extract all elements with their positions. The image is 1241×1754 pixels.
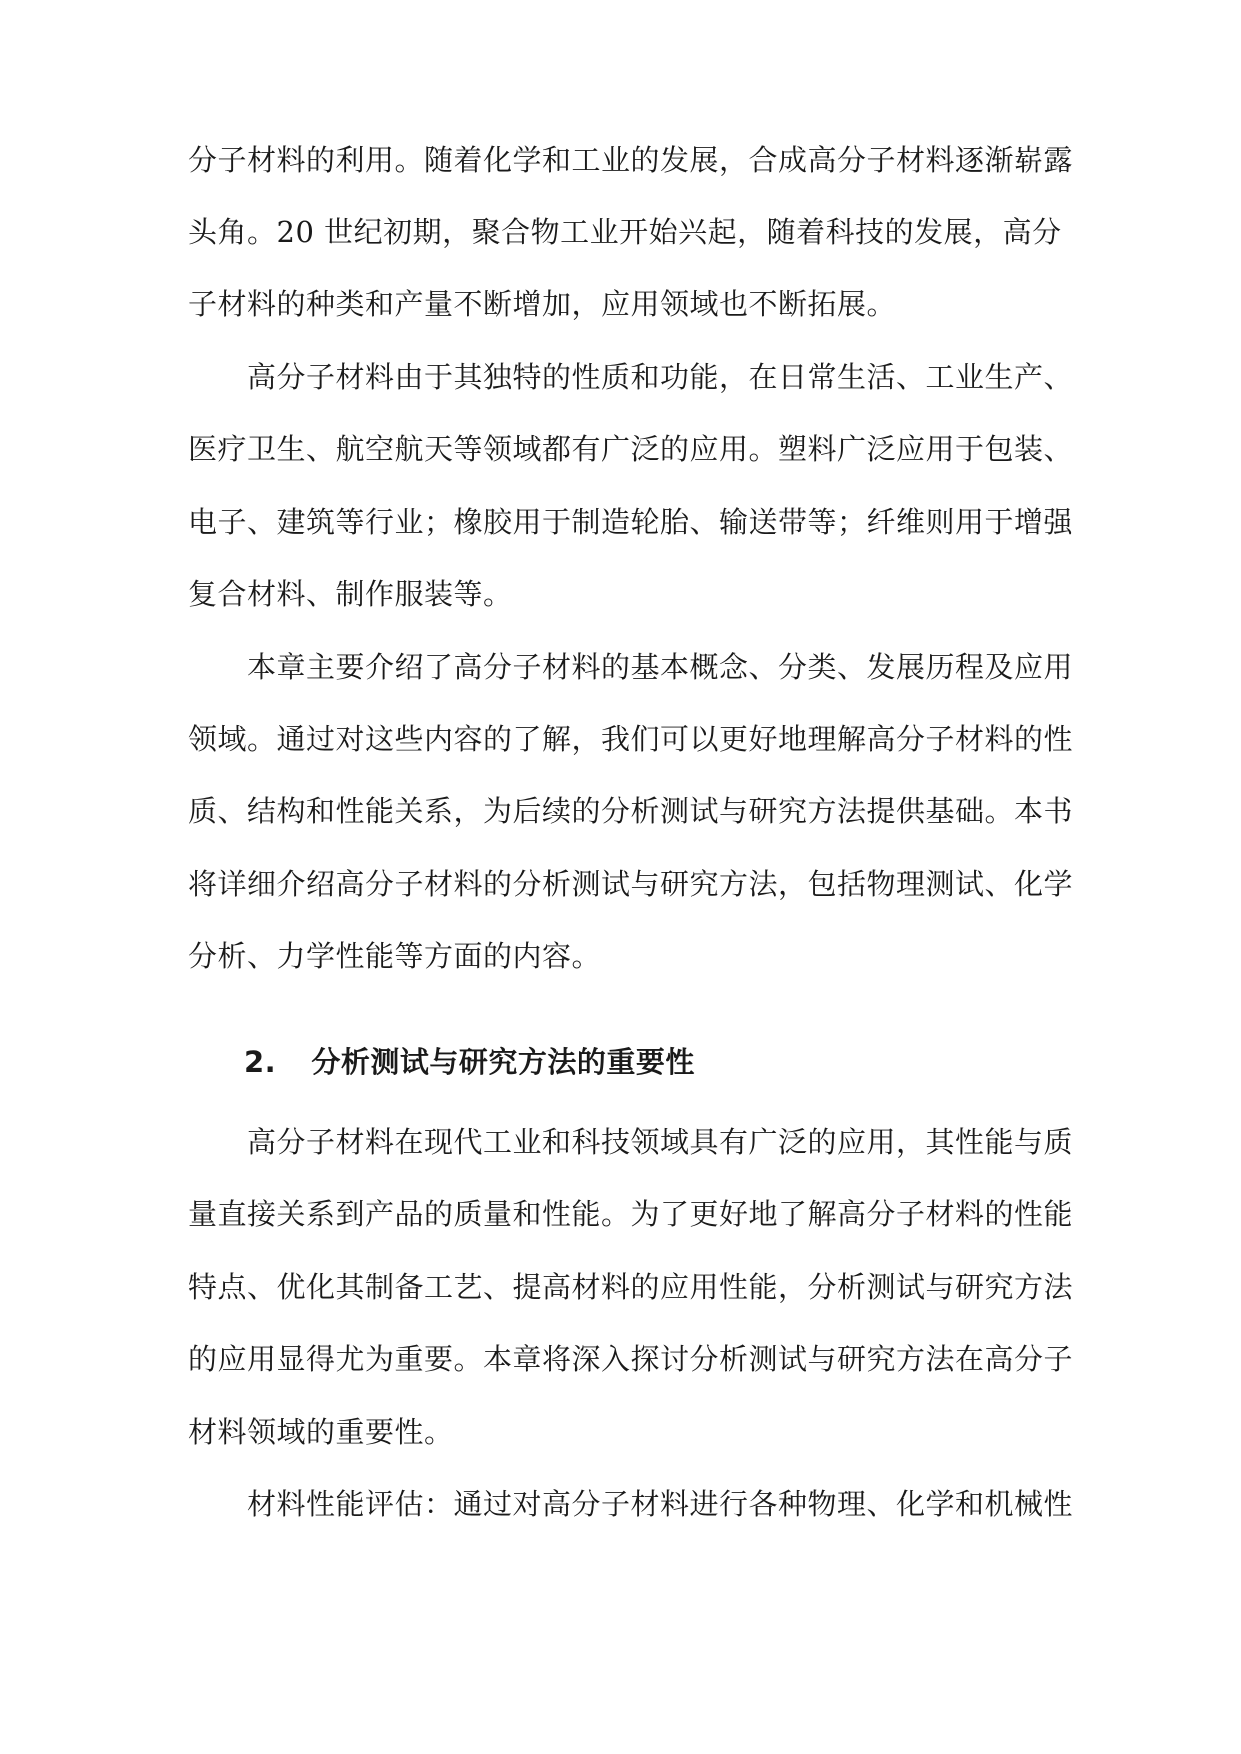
paragraph-line: 头角。20 世纪初期，聚合物工业开始兴起，随着科技的发展，高分 (188, 215, 1062, 249)
section-number: 2. (244, 1045, 277, 1079)
paragraph-line: 医疗卫生、航空航天等领域都有广泛的应用。塑料广泛应用于包装、 (188, 432, 1074, 466)
section-heading (244, 1044, 695, 1080)
paragraph-line: 电子、建筑等行业；橡胶用于制造轮胎、输送带等；纤维则用于增强 (188, 505, 1074, 539)
paragraph-line: 高分子材料由于其独特的性质和功能，在日常生活、工业生产、 (247, 360, 1074, 394)
paragraph-line: 子材料的种类和产量不断增加，应用领域也不断拓展。 (188, 287, 897, 321)
section-title: 分析测试与研究方法的重要性 (311, 1045, 695, 1079)
paragraph-line: 质、结构和性能关系，为后续的分析测试与研究方法提供基础。本书 (188, 794, 1074, 828)
paragraph-line: 高分子材料在现代工业和科技领域具有广泛的应用，其性能与质 (247, 1125, 1074, 1159)
paragraph-line: 复合材料、制作服装等。 (188, 577, 513, 611)
paragraph-line: 本章主要介绍了高分子材料的基本概念、分类、发展历程及应用 (247, 650, 1074, 684)
paragraph-line: 特点、优化其制备工艺、提高材料的应用性能，分析测试与研究方法 (188, 1270, 1074, 1304)
paragraph-line: 材料领域的重要性。 (188, 1415, 454, 1449)
paragraph-line: 的应用显得尤为重要。本章将深入探讨分析测试与研究方法在高分子 (188, 1342, 1074, 1376)
paragraph-line: 材料性能评估：通过对高分子材料进行各种物理、化学和机械性 (247, 1487, 1074, 1521)
paragraph-line: 将详细介绍高分子材料的分析测试与研究方法，包括物理测试、化学 (188, 867, 1074, 901)
paragraph-line: 分子材料的利用。随着化学和工业的发展，合成高分子材料逐渐崭露 (188, 143, 1074, 177)
paragraph-line: 领域。通过对这些内容的了解，我们可以更好地理解高分子材料的性 (188, 722, 1074, 756)
paragraph-line: 量直接关系到产品的质量和性能。为了更好地了解高分子材料的性能 (188, 1197, 1074, 1231)
paragraph-line: 分析、力学性能等方面的内容。 (188, 939, 602, 973)
